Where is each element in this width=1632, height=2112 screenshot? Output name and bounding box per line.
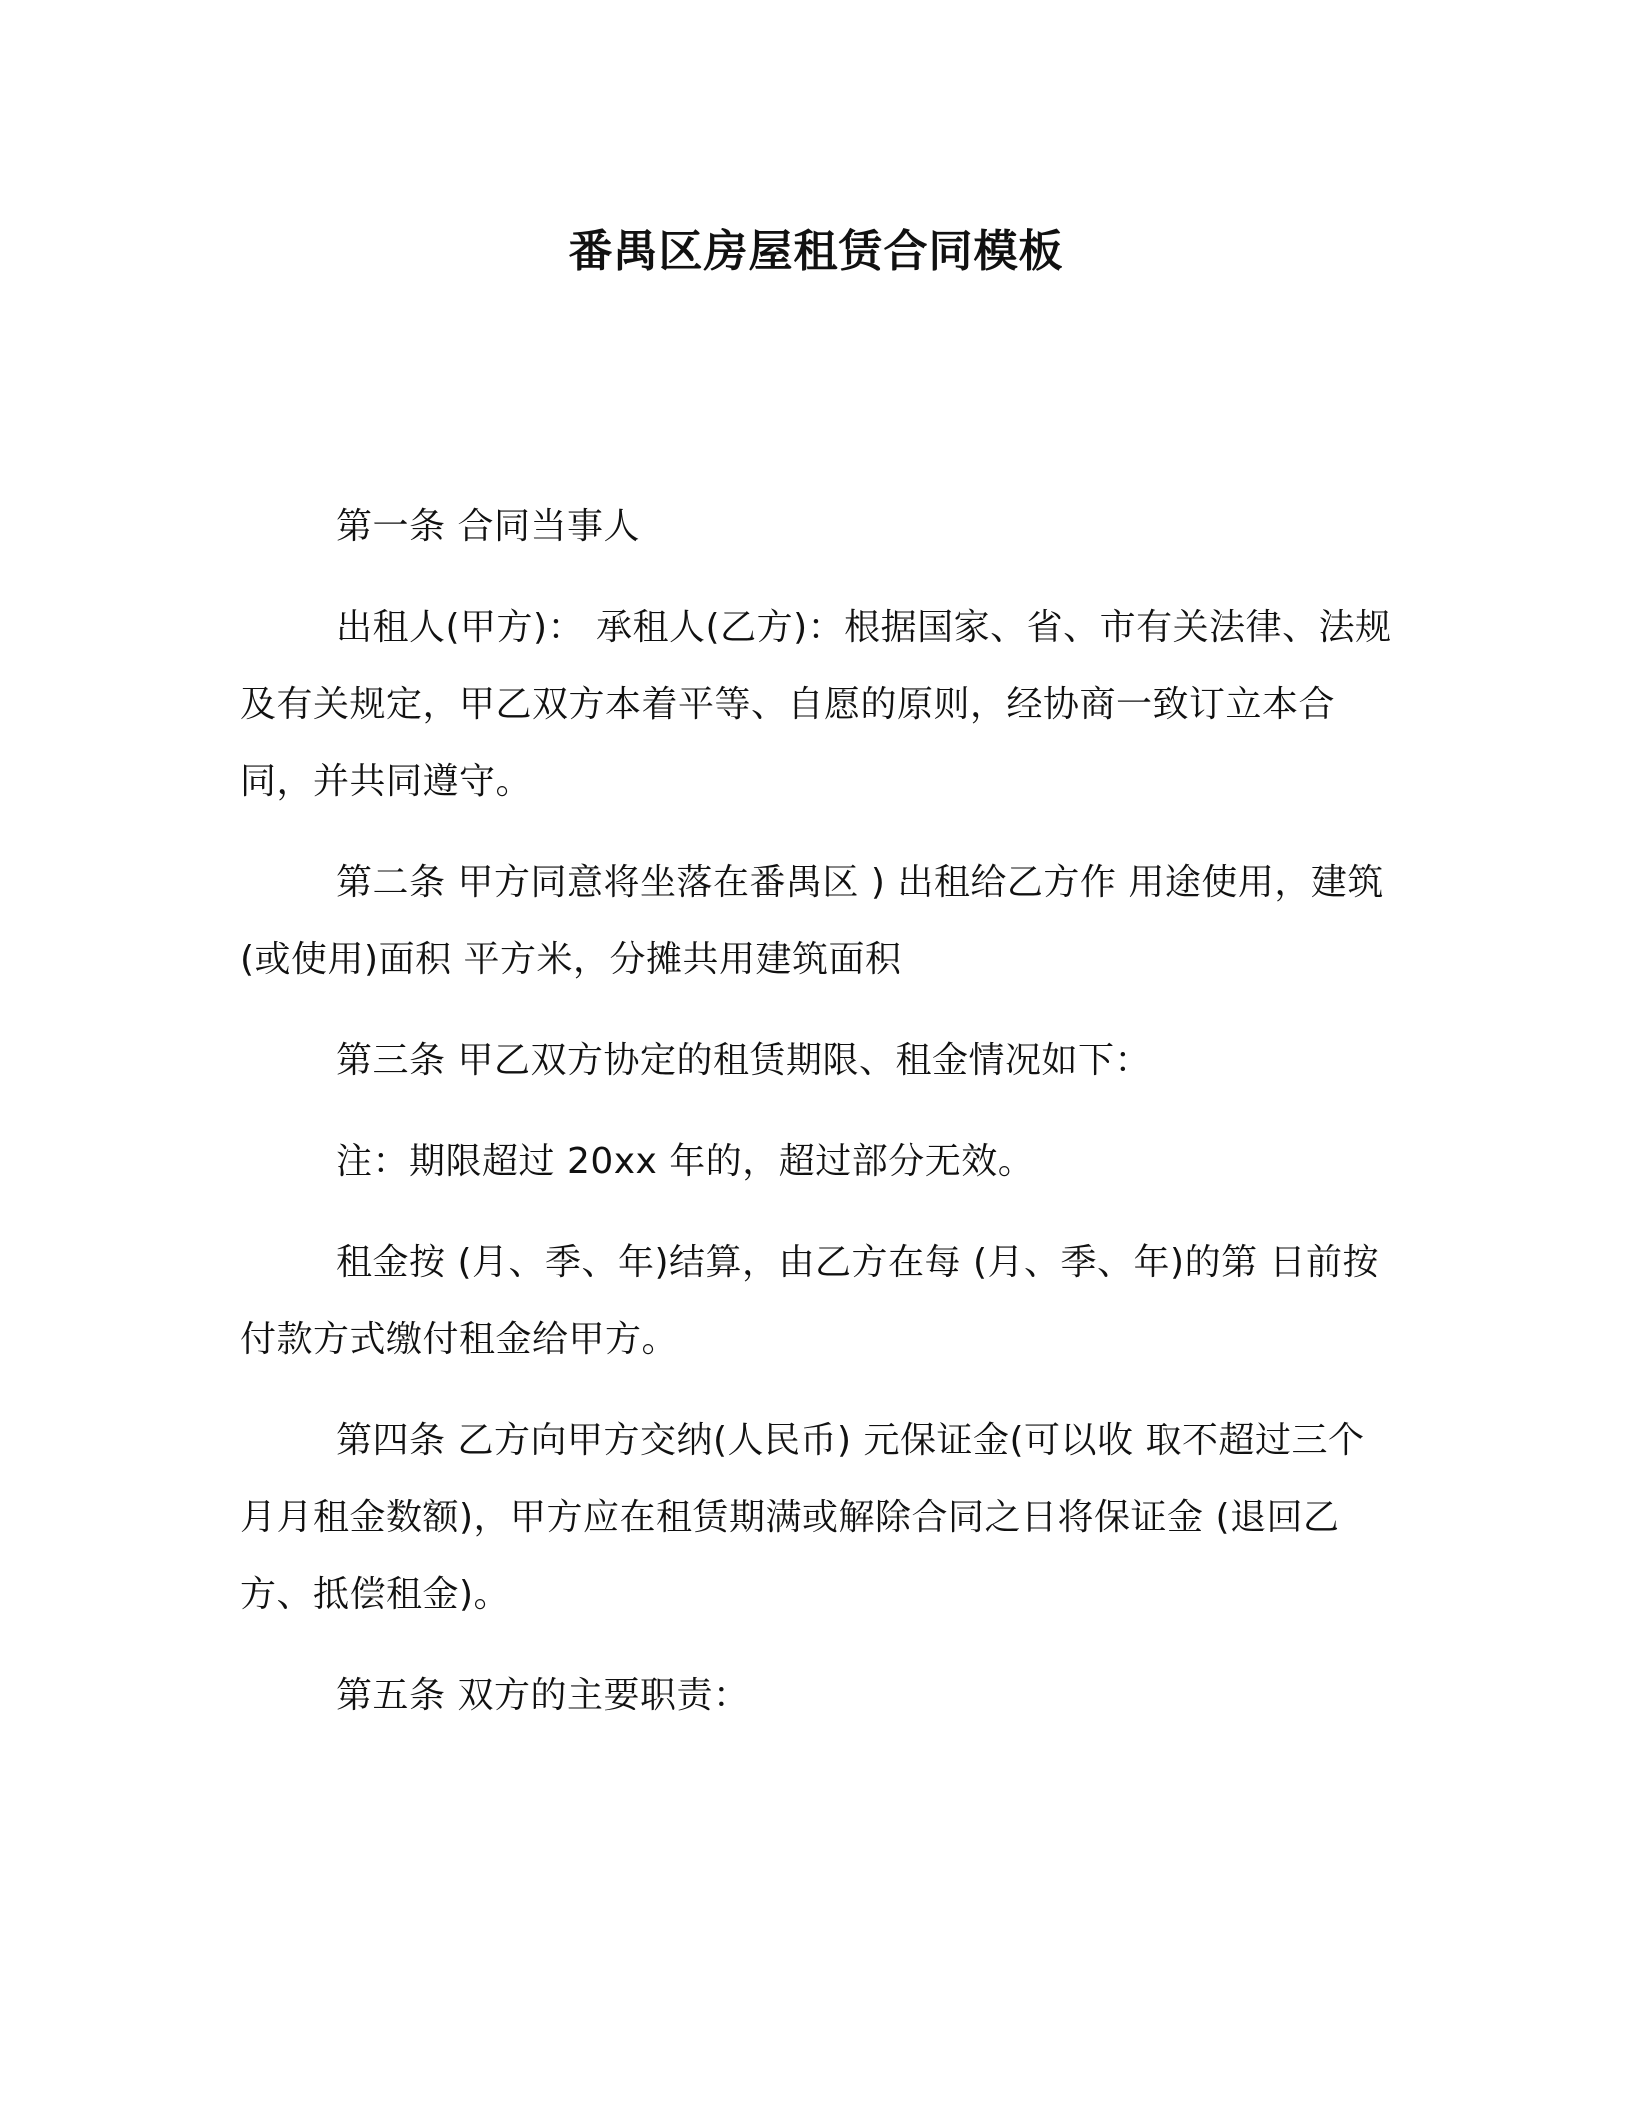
clause-2-paragraph: 第二条 甲方同意将坐落在番禺区 ) 出租给乙方作 用途使用，建筑(或使用)面积 平方米，分摊共用建筑面积	[240, 862, 1384, 980]
clause-3-paragraph: 第三条 甲乙双方协定的租赁期限、租金情况如下：	[336, 1040, 1151, 1081]
clause-4-paragraph: 第四条 乙方向甲方交纳(人民币) 元保证金(可以收 取不超过三个月月租金数额)，甲方应在租赁期满或解除合同之日将保证金 (退回乙方、抵偿租金)。	[240, 1420, 1365, 1615]
clause-1-heading: 第一条 合同当事人	[336, 506, 640, 547]
parties-paragraph: 出租人(甲方)： 承租人(乙方)：根据国家、省、市有关法律、法规及有关规定，甲乙双方本着平等、自愿的原则，经协商一致订立本合同，并共同遵守。	[240, 607, 1392, 802]
term-note-paragraph: 注：期限超过 20xx 年的，超过部分无效。	[336, 1141, 1035, 1182]
document-body	[240, 488, 1400, 1758]
document-title: 番禺区房屋租赁合同模板	[568, 226, 1064, 277]
rent-settlement-paragraph: 租金按 (月、季、年)结算，由乙方在每 (月、季、年)的第 日前按付款方式缴付租金给甲方。	[240, 1242, 1380, 1360]
clause-5-heading: 第五条 双方的主要职责：	[336, 1675, 750, 1716]
